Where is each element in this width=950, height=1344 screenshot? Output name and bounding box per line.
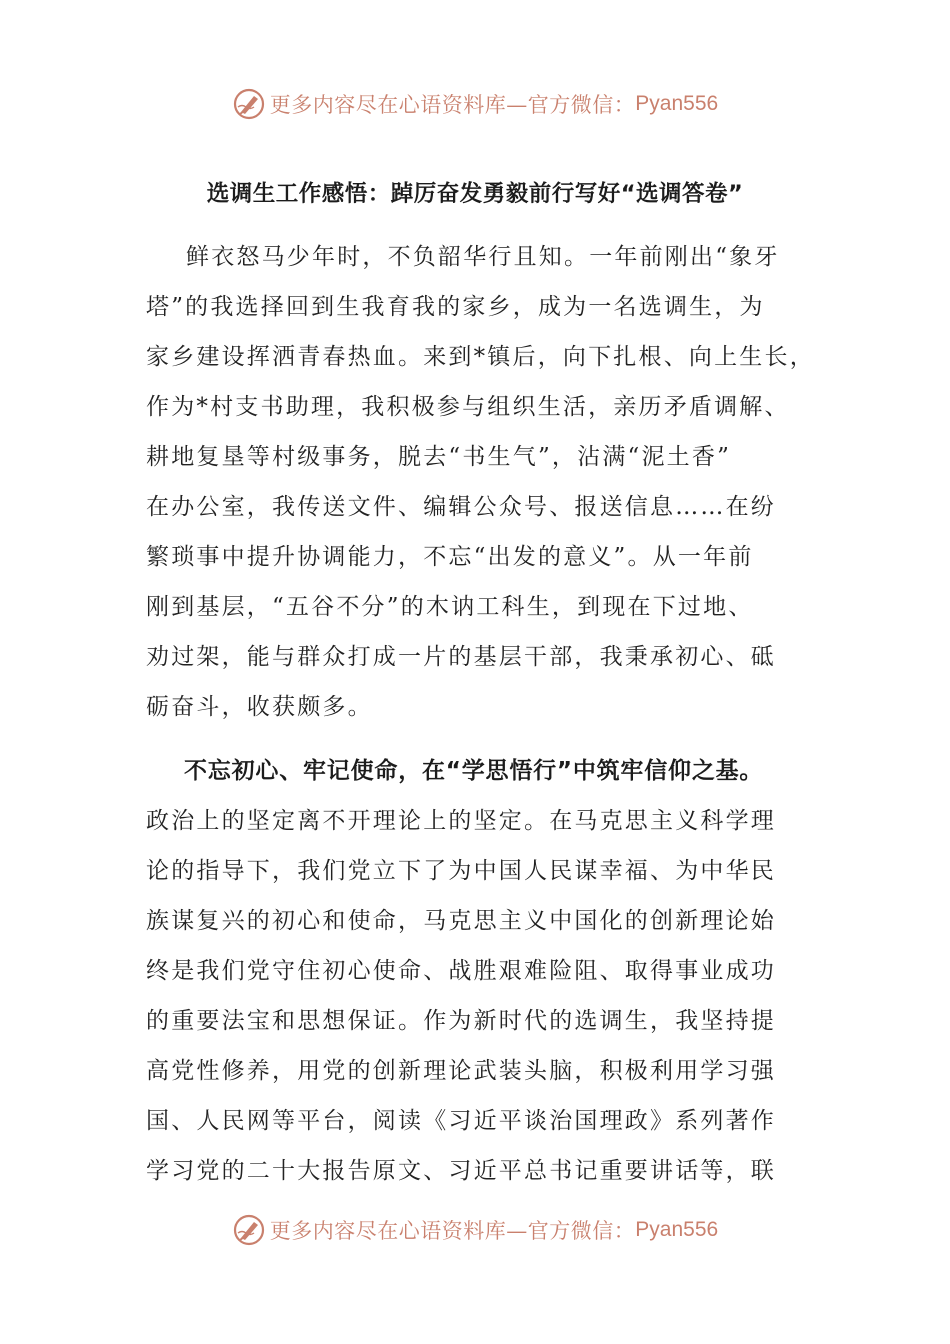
- paragraph-line: 族谋复兴的初心和使命，马克思主义中国化的创新理论始: [146, 908, 776, 934]
- watermark-text: 更多内容尽在心语资料库—官方微信：: [269, 1219, 636, 1243]
- header-watermark: [0, 84, 950, 124]
- paragraph-line: 学习党的二十大报告原文、习近平总书记重要讲话等，联: [146, 1158, 776, 1184]
- paragraph-line: 劝过架，能与群众打成一片的基层干部，我秉承初心、砥: [146, 644, 776, 670]
- paragraph-line: 鲜衣怒马少年时，不负韶华行且知。一年前刚出“象牙: [186, 244, 780, 270]
- pen-ink-logo-icon: [232, 1213, 266, 1247]
- document-title: 选调生工作感悟：踔厉奋发勇毅前行写好“选调答卷”: [206, 181, 744, 207]
- paragraph-line: 论的指导下，我们党立下了为中国人民谋幸福、为中华民: [146, 858, 776, 884]
- paragraph-line: 高党性修养，用党的创新理论武装头脑，积极利用学习强: [146, 1058, 776, 1084]
- footer-watermark: [0, 1210, 950, 1250]
- paragraph-line: 繁琐事中提升协调能力，不忘“出发的意义”。从一年前: [146, 544, 754, 570]
- paragraph-line: 耕地复垦等村级事务，脱去“书生气”，沾满“泥土香”: [146, 444, 732, 470]
- paragraph-line: 终是我们党守住初心使命、战胜艰难险阻、取得事业成功: [146, 958, 776, 984]
- wechat-id: Pyan556: [635, 1218, 719, 1241]
- paragraph-line: 政治上的坚定离不开理论上的坚定。在马克思主义科学理: [146, 808, 776, 834]
- wechat-id: Pyan556: [635, 92, 719, 115]
- paragraph-line: 国、人民网等平台，阅读《习近平谈治国理政》系列著作: [146, 1108, 776, 1134]
- paragraph-line: 家乡建设挥洒青春热血。来到*镇后，向下扎根、向上生长，: [146, 344, 815, 370]
- watermark-text: 更多内容尽在心语资料库—官方微信：: [269, 93, 636, 117]
- paragraph-line: 砺奋斗，收获颇多。: [146, 694, 373, 720]
- document-body: [146, 232, 815, 1196]
- pen-ink-logo-icon: [232, 87, 266, 121]
- paragraph-line: 刚到基层，“五谷不分”的木讷工科生，到现在下过地、: [146, 594, 754, 620]
- paragraph-line: 的重要法宝和思想保证。作为新时代的选调生，我坚持提: [146, 1008, 776, 1034]
- paragraph-line: 在办公室，我传送文件、编辑公众号、报送信息……在纷: [146, 494, 776, 520]
- section-heading: 不忘初心、牢记使命，在“学思悟行”中筑牢信仰之基。: [184, 758, 764, 784]
- paragraph-line: 作为*村支书助理，我积极参与组织生活，亲历矛盾调解、: [146, 394, 790, 420]
- paragraph-line: 塔”的我选择回到生我育我的家乡，成为一名选调生，为: [146, 294, 765, 320]
